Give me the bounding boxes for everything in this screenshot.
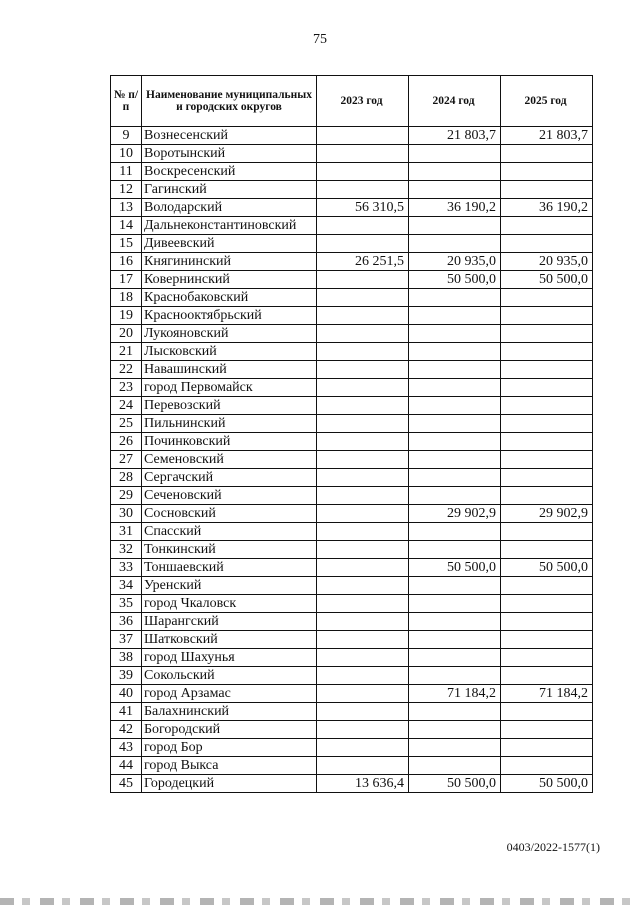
cell-name: Володарский [142, 199, 317, 217]
cell-name: Спасский [142, 523, 317, 541]
table-row [111, 235, 593, 253]
cell-num: 11 [111, 163, 142, 181]
cell-2023 [317, 541, 409, 559]
cell-name: город Шахунья [142, 649, 317, 667]
cell-2025 [501, 379, 593, 397]
cell-2024 [409, 721, 501, 739]
cell-2023 [317, 487, 409, 505]
cell-name: Вознесенский [142, 127, 317, 145]
cell-2023: 26 251,5 [317, 253, 409, 271]
cell-2023 [317, 505, 409, 523]
cell-2024 [409, 163, 501, 181]
cell-num: 29 [111, 487, 142, 505]
cell-2024 [409, 361, 501, 379]
header-2023: 2023 год [317, 76, 409, 127]
cell-2023 [317, 577, 409, 595]
table-row [111, 199, 593, 217]
cell-name: Гагинский [142, 181, 317, 199]
cell-2023 [317, 361, 409, 379]
cell-2023 [317, 667, 409, 685]
cell-2023 [317, 523, 409, 541]
cell-2023 [317, 595, 409, 613]
cell-2024 [409, 415, 501, 433]
cell-name: Воротынский [142, 145, 317, 163]
cell-2025 [501, 163, 593, 181]
cell-num: 44 [111, 757, 142, 775]
cell-2025 [501, 523, 593, 541]
cell-num: 27 [111, 451, 142, 469]
table-row [111, 703, 593, 721]
cell-2024 [409, 595, 501, 613]
cell-2025 [501, 757, 593, 775]
cell-name: Сеченовский [142, 487, 317, 505]
cell-2024 [409, 145, 501, 163]
cell-num: 28 [111, 469, 142, 487]
cell-2025 [501, 415, 593, 433]
cell-2025: 50 500,0 [501, 775, 593, 793]
cell-num: 23 [111, 379, 142, 397]
cell-num: 20 [111, 325, 142, 343]
cell-num: 26 [111, 433, 142, 451]
cell-2025 [501, 721, 593, 739]
cell-name: Пильнинский [142, 415, 317, 433]
cell-num: 18 [111, 289, 142, 307]
cell-2025 [501, 703, 593, 721]
table-row [111, 415, 593, 433]
cell-2023 [317, 451, 409, 469]
cell-2023 [317, 685, 409, 703]
cell-2024: 20 935,0 [409, 253, 501, 271]
cell-num: 38 [111, 649, 142, 667]
cell-name: Семеновский [142, 451, 317, 469]
cell-2023 [317, 721, 409, 739]
cell-name: Богородский [142, 721, 317, 739]
cell-name: Городецкий [142, 775, 317, 793]
cell-2023 [317, 613, 409, 631]
cell-num: 30 [111, 505, 142, 523]
cell-2023 [317, 145, 409, 163]
cell-name: Сокольский [142, 667, 317, 685]
cell-2024 [409, 523, 501, 541]
cell-2025 [501, 181, 593, 199]
cell-num: 10 [111, 145, 142, 163]
table-row [111, 451, 593, 469]
table-row [111, 559, 593, 577]
cell-2024 [409, 739, 501, 757]
cell-2024 [409, 289, 501, 307]
cell-2023 [317, 703, 409, 721]
cell-num: 41 [111, 703, 142, 721]
cell-2025 [501, 235, 593, 253]
cell-2023: 56 310,5 [317, 199, 409, 217]
cell-2025 [501, 217, 593, 235]
cell-2024 [409, 613, 501, 631]
cell-num: 34 [111, 577, 142, 595]
cell-2024 [409, 649, 501, 667]
table-row [111, 613, 593, 631]
cell-name: Ковернинский [142, 271, 317, 289]
table-row [111, 667, 593, 685]
cell-num: 33 [111, 559, 142, 577]
cell-2023 [317, 631, 409, 649]
table-row [111, 631, 593, 649]
cell-2023 [317, 271, 409, 289]
cell-name: Тонкинский [142, 541, 317, 559]
cell-2024 [409, 343, 501, 361]
cell-2025: 36 190,2 [501, 199, 593, 217]
cell-num: 35 [111, 595, 142, 613]
table-row [111, 505, 593, 523]
cell-num: 45 [111, 775, 142, 793]
table-header-row [111, 76, 593, 127]
cell-name: Сосновский [142, 505, 317, 523]
cell-2024 [409, 541, 501, 559]
cell-2025 [501, 577, 593, 595]
cell-2023 [317, 217, 409, 235]
cell-2025 [501, 469, 593, 487]
scan-artifact-line [0, 898, 640, 905]
cell-name: Краснобаковский [142, 289, 317, 307]
table-row [111, 253, 593, 271]
table-row [111, 757, 593, 775]
cell-name: город Бор [142, 739, 317, 757]
cell-2025 [501, 325, 593, 343]
cell-2023 [317, 307, 409, 325]
cell-num: 32 [111, 541, 142, 559]
cell-num: 37 [111, 631, 142, 649]
table-row [111, 325, 593, 343]
cell-num: 40 [111, 685, 142, 703]
cell-2024: 50 500,0 [409, 271, 501, 289]
cell-2025 [501, 397, 593, 415]
table-row [111, 721, 593, 739]
table-body [111, 127, 593, 793]
table-row [111, 181, 593, 199]
cell-2024: 29 902,9 [409, 505, 501, 523]
table-row [111, 433, 593, 451]
cell-name: Балахнинский [142, 703, 317, 721]
table-row [111, 361, 593, 379]
cell-name: Лукояновский [142, 325, 317, 343]
header-2024: 2024 год [409, 76, 501, 127]
header-name: Наименование муниципальных и городских округов [142, 76, 317, 127]
cell-2024: 71 184,2 [409, 685, 501, 703]
cell-2024 [409, 487, 501, 505]
cell-num: 19 [111, 307, 142, 325]
cell-num: 21 [111, 343, 142, 361]
cell-2024 [409, 181, 501, 199]
cell-name: город Чкаловск [142, 595, 317, 613]
header-num: № п/п [111, 76, 142, 127]
cell-2025: 50 500,0 [501, 271, 593, 289]
cell-2023: 13 636,4 [317, 775, 409, 793]
cell-2024 [409, 469, 501, 487]
cell-2025 [501, 649, 593, 667]
table-row [111, 541, 593, 559]
cell-2023 [317, 757, 409, 775]
table-row [111, 649, 593, 667]
document-code: 0403/2022-1577(1) [506, 840, 600, 854]
table-row [111, 469, 593, 487]
cell-2024 [409, 307, 501, 325]
cell-num: 17 [111, 271, 142, 289]
cell-name: Тоншаевский [142, 559, 317, 577]
table-row [111, 217, 593, 235]
cell-2025 [501, 541, 593, 559]
table-row [111, 145, 593, 163]
cell-2025 [501, 145, 593, 163]
table-row [111, 775, 593, 793]
table-row [111, 487, 593, 505]
cell-name: Княгининский [142, 253, 317, 271]
cell-2024 [409, 757, 501, 775]
cell-num: 31 [111, 523, 142, 541]
cell-2024 [409, 667, 501, 685]
cell-name: Дальнеконстантиновский [142, 217, 317, 235]
cell-name: город Арзамас [142, 685, 317, 703]
table-row [111, 307, 593, 325]
page-number: 75 [313, 32, 327, 47]
cell-num: 42 [111, 721, 142, 739]
cell-2024: 21 803,7 [409, 127, 501, 145]
table-row [111, 595, 593, 613]
cell-name: Навашинский [142, 361, 317, 379]
cell-num: 43 [111, 739, 142, 757]
cell-2024 [409, 577, 501, 595]
cell-2024 [409, 631, 501, 649]
cell-2025 [501, 451, 593, 469]
cell-2025 [501, 739, 593, 757]
cell-2024 [409, 397, 501, 415]
cell-2024 [409, 703, 501, 721]
cell-2023 [317, 649, 409, 667]
cell-2025 [501, 361, 593, 379]
cell-2025: 71 184,2 [501, 685, 593, 703]
cell-num: 39 [111, 667, 142, 685]
header-2025: 2025 год [501, 76, 593, 127]
cell-2023 [317, 235, 409, 253]
cell-2024 [409, 451, 501, 469]
table-row [111, 163, 593, 181]
cell-name: Починковский [142, 433, 317, 451]
cell-num: 12 [111, 181, 142, 199]
cell-2025 [501, 487, 593, 505]
cell-2023 [317, 415, 409, 433]
cell-2023 [317, 469, 409, 487]
cell-num: 25 [111, 415, 142, 433]
table-row [111, 685, 593, 703]
table-row [111, 523, 593, 541]
cell-2025 [501, 289, 593, 307]
cell-2025: 20 935,0 [501, 253, 593, 271]
cell-2025 [501, 631, 593, 649]
cell-2024: 36 190,2 [409, 199, 501, 217]
cell-2025 [501, 433, 593, 451]
table-row [111, 739, 593, 757]
table-row [111, 127, 593, 145]
table-row [111, 379, 593, 397]
cell-name: город Выкса [142, 757, 317, 775]
cell-2025 [501, 613, 593, 631]
cell-2025 [501, 343, 593, 361]
cell-num: 15 [111, 235, 142, 253]
cell-name: Сергачский [142, 469, 317, 487]
table-row [111, 397, 593, 415]
cell-num: 9 [111, 127, 142, 145]
cell-num: 36 [111, 613, 142, 631]
cell-2023 [317, 343, 409, 361]
table-row [111, 577, 593, 595]
cell-2024 [409, 379, 501, 397]
cell-name: Краснооктябрьский [142, 307, 317, 325]
cell-2023 [317, 181, 409, 199]
municipal-funding-table [110, 75, 593, 793]
cell-name: Воскресенский [142, 163, 317, 181]
table-row [111, 289, 593, 307]
cell-2025 [501, 667, 593, 685]
cell-2023 [317, 379, 409, 397]
cell-2023 [317, 433, 409, 451]
cell-2025 [501, 307, 593, 325]
cell-2023 [317, 325, 409, 343]
cell-2023 [317, 127, 409, 145]
cell-name: Уренский [142, 577, 317, 595]
cell-num: 24 [111, 397, 142, 415]
cell-2023 [317, 739, 409, 757]
cell-num: 22 [111, 361, 142, 379]
table-row [111, 271, 593, 289]
cell-num: 14 [111, 217, 142, 235]
cell-name: город Первомайск [142, 379, 317, 397]
cell-2025: 21 803,7 [501, 127, 593, 145]
cell-name: Шатковский [142, 631, 317, 649]
cell-2024 [409, 325, 501, 343]
cell-2024: 50 500,0 [409, 775, 501, 793]
cell-2023 [317, 163, 409, 181]
cell-2025: 29 902,9 [501, 505, 593, 523]
cell-2024 [409, 433, 501, 451]
cell-2025 [501, 595, 593, 613]
cell-2023 [317, 559, 409, 577]
table-row [111, 343, 593, 361]
cell-name: Лысковский [142, 343, 317, 361]
cell-2023 [317, 397, 409, 415]
cell-num: 16 [111, 253, 142, 271]
cell-name: Шарангский [142, 613, 317, 631]
cell-2024 [409, 217, 501, 235]
cell-name: Дивеевский [142, 235, 317, 253]
cell-name: Перевозский [142, 397, 317, 415]
cell-2024: 50 500,0 [409, 559, 501, 577]
cell-2023 [317, 289, 409, 307]
cell-num: 13 [111, 199, 142, 217]
cell-2024 [409, 235, 501, 253]
cell-2025: 50 500,0 [501, 559, 593, 577]
